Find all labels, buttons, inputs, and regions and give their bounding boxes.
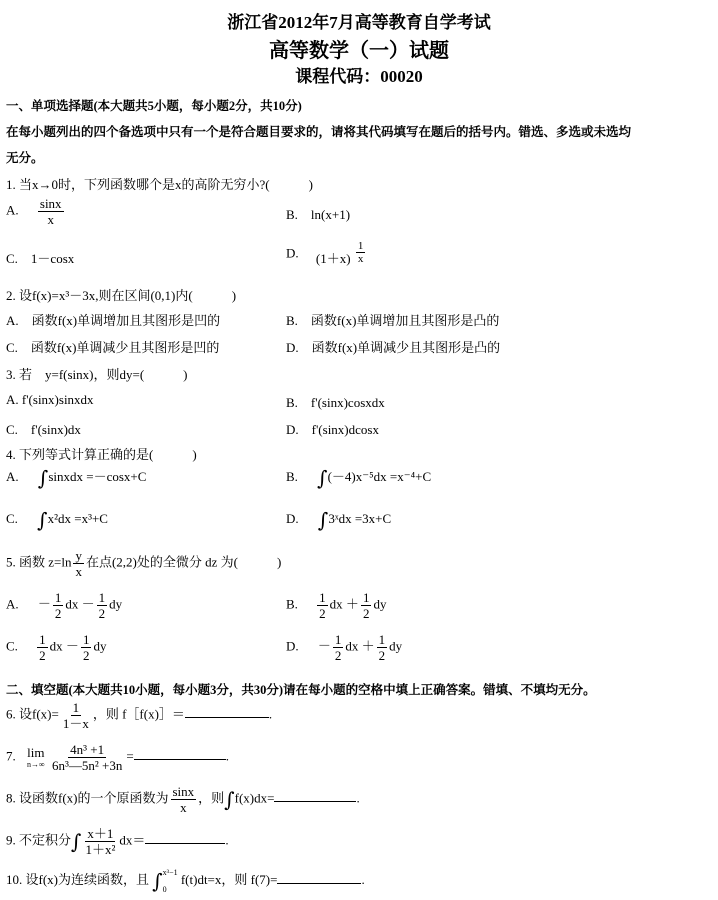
fraction: $\frac{\sin x}{x}$ [172, 784, 195, 815]
question-3-option-d: D. f'(sinx)dcosx [286, 422, 379, 437]
option-label: D. [286, 510, 299, 526]
question-8: 8. 设函数f(x)的一个原函数为 $\frac{\sin x}{x}$ ，则∫f(x)dx= . [6, 784, 360, 815]
integral-sign-icon: ∫ [37, 466, 49, 491]
question-3-option-a: A. f'(sinx)sinxdx [6, 392, 94, 407]
exam-header-line1: 浙江省2012年7月高等教育自学考试 [227, 13, 491, 32]
question-2-option-d: D. 函数f(x)单调减少且其图形是凸的 [286, 340, 501, 355]
section1-instruction-line2: 无分。 [6, 151, 44, 165]
fraction: $\frac{\sin x}{x}$ [39, 196, 62, 227]
question-4-option-b [286, 466, 431, 490]
question-2-option-b: B. 函数f(x)单调增加且其图形是凸的 [286, 313, 500, 328]
option-expression: x²dx =x³+C [47, 510, 108, 526]
question-3-stem: 3. 若 y=f(sinx)，则dy=( ) [6, 367, 188, 382]
integral-sign-icon: ∫ [71, 829, 82, 854]
question-6: 6. 设f(x)= $\frac{1}{1-x}$ ，则 f［f(x)］＝ . [6, 700, 273, 731]
integral-sign-icon: ∫ [152, 869, 163, 893]
question-1-option-a [6, 196, 66, 227]
question-2-option-a: A. 函数f(x)单调增加且其图形是凹的 [6, 313, 221, 328]
section1-instruction-line1: 在每小题列出的四个备选项中只有一个是符合题目要求的，请将其代码填写在题后的括号内。错选、多选或未选均 [6, 125, 632, 139]
answer-blank[interactable] [277, 883, 361, 884]
question-7: 7. lim n→∞ $\frac{\text{4n³ +1}}{\text{6n³—5n² +3n}}$ = . [6, 742, 229, 773]
question-3-option-c: C. f'(sinx)dx [6, 422, 81, 437]
option-label: C. [6, 510, 18, 526]
answer-blank[interactable] [185, 717, 269, 718]
definite-integral [152, 868, 177, 894]
question-5-option-b: B. $\frac{1}{2}$ dx ＋ $\frac{1}{2}$ dy [286, 590, 387, 621]
option-label: D. [286, 245, 299, 261]
question-2-option-c: C. 函数f(x)单调减少且其图形是凹的 [6, 340, 220, 355]
fraction: $\frac{y}{x}$ [75, 548, 82, 579]
option-expression: (－4)x⁻⁵dx =x⁻⁴+C [327, 469, 432, 484]
question-5-stem: 5. 函数 z=ln $\frac{y}{x}$ 在点(2,2)处的全微分 dz 为( ) [6, 548, 282, 579]
limit-operator: lim n→∞ [27, 745, 45, 769]
question-5-option-d: D. － $\frac{1}{2}$ dx ＋ $\frac{1}{2}$ dy [286, 632, 403, 663]
question-1-option-c: C. 1－cosx [6, 251, 75, 266]
section2-title: 二、填空题(本大题共10小题，每小题3分，共30分)请在每小题的空格中填上正确答案。错填、不填均无分。 [6, 683, 596, 697]
exam-title: 高等数学（一）试题 [269, 40, 449, 62]
question-9: 9. 不定积分∫ $\frac{x+1}{\text{1＋x²}}$ dx＝ . [6, 826, 229, 857]
upper-limit: x³−1 [162, 868, 178, 877]
question-3-option-b: B. f'(sinx)cosxdx [286, 395, 385, 410]
fraction: $\frac{\text{4n³ +1}}{\text{6n³—5n² +3n}}$ [51, 742, 123, 773]
lower-limit: 0 [162, 885, 167, 894]
integral-sign-icon: ∫ [224, 787, 235, 812]
question-4-option-a [6, 466, 146, 490]
question-1-stem: 1. 当x→0时，下列函数哪个是x的高阶无穷小?( ) [6, 177, 313, 192]
answer-blank[interactable] [274, 801, 356, 802]
section1-title: 一、单项选择题(本大题共5小题，每小题2分，共10分) [6, 99, 302, 113]
question-4-stem: 4. 下列等式计算正确的是( ) [6, 447, 197, 462]
option-label: B. [286, 469, 298, 484]
answer-blank[interactable] [134, 759, 226, 760]
option-expression: 3ˣdx =3x+C [328, 510, 392, 526]
question-4-option-d [286, 508, 391, 532]
question-5-option-c: C. $\frac{1}{2}$ dx － $\frac{1}{2}$ dy [6, 632, 107, 663]
question-1-option-d [286, 242, 367, 267]
fraction: $\frac{1}{1-x}$ [62, 700, 89, 731]
power-exponent: $\frac{1}{x}$ [357, 240, 364, 265]
option-expression: sinxdx =－cosx+C [48, 469, 147, 484]
question-10: 10. 设f(x)为连续函数，且 ∫ x³−1 0 f(t)dt=x，则 f(7)= . [6, 868, 365, 894]
question-4-option-c [6, 508, 108, 532]
integral-sign-icon: ∫ [317, 508, 329, 532]
integral-sign-icon: ∫ [317, 466, 328, 491]
course-code: 课程代码：00020 [295, 67, 423, 86]
question-1-option-b: B. ln(x+1) [286, 207, 351, 222]
question-5-option-a: A. － $\frac{1}{2}$ dx － $\frac{1}{2}$ dy [6, 590, 123, 621]
fraction: $\frac{x+1}{\text{1＋x²}}$ [85, 826, 116, 857]
integral-sign-icon: ∫ [37, 508, 48, 532]
power-base: (1＋x) [315, 251, 351, 267]
answer-blank[interactable] [145, 843, 225, 844]
option-label: A. [6, 469, 19, 484]
question-2-stem: 2. 设f(x)=x³－3x,则在区间(0,1)内( ) [6, 288, 237, 303]
option-label: A. [6, 202, 19, 218]
